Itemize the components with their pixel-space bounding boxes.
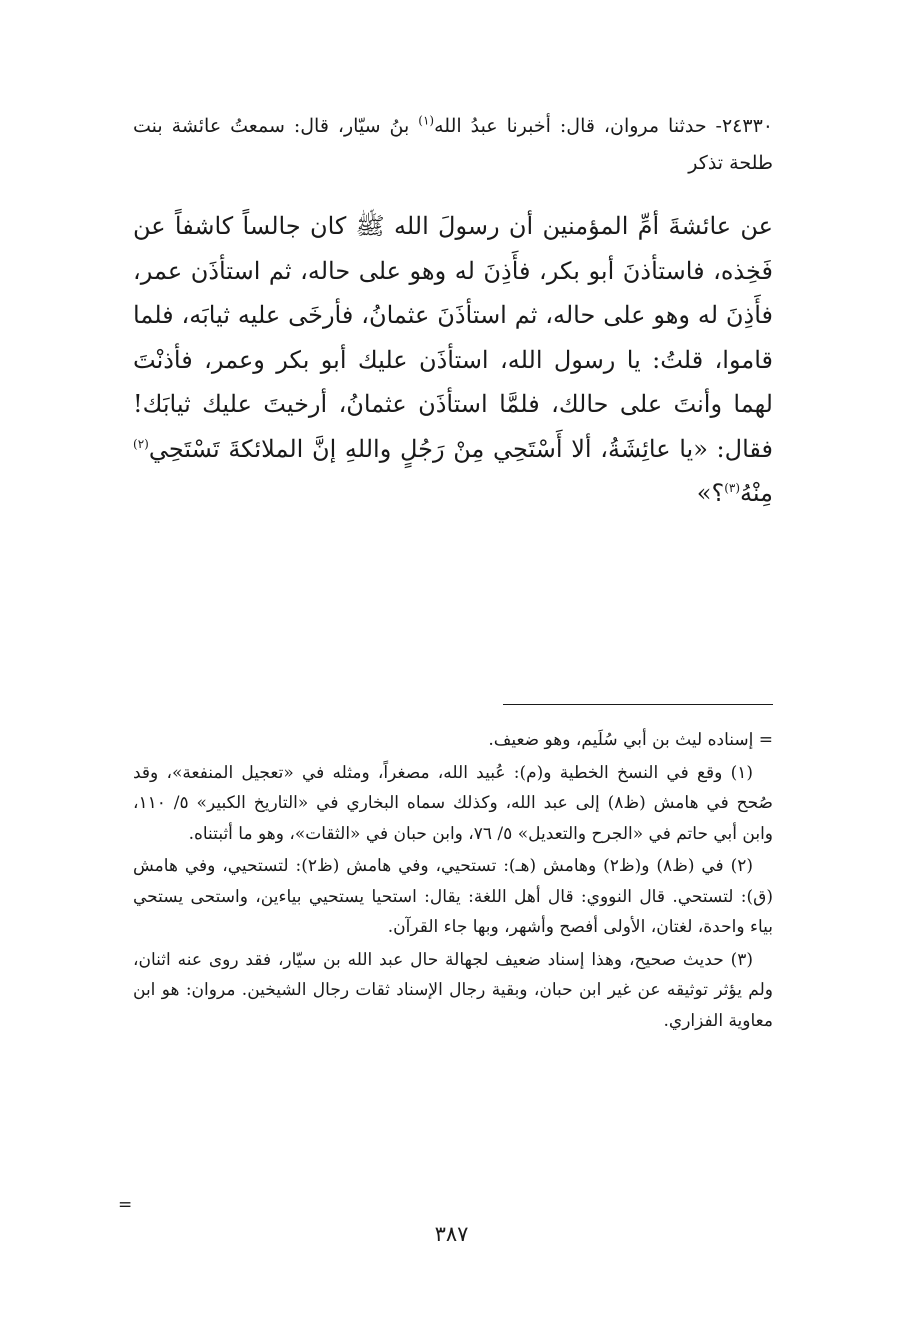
footnote-continuation: = إسناده ليث بن أبي سُلَيم، وهو ضعيف. [488, 730, 773, 750]
footnote-2: (٢) في (ظ٨) و(ظ٢) وهامش (هـ): تستحيي، وفي هامش (ظ٢): لتستحيي، وفي هامش (ق): لتستحي. قال النووي: قال أهل اللغة: يقال: استحيا يستحيي بياءين، واستحى يستحي بياء واحدة، لغتان، الأولى أفصح وأشهر، وبها جاء القرآن. [133, 856, 773, 937]
matn-text: عن عائشةَ أمِّ المؤمنين أن رسولَ الله ﷺ كان جالساً كاشفاً عن فَخِذه، فاستأذنَ أبو بكر، فأَذِنَ له وهو على حاله، ثم استأذَن عمر، فأَذِنَ له وهو على حاله، ثم استأذَنَ عثمانُ، فأرخَى عليه ثيابَه، فلما قاموا، قلتُ: يا رسول الله، استأذَن عليك أبو بكر وعمر، فأذنْتَ لهما وأنتَ على حالك، فلمَّا استأذَن عثمانُ، أرخيتَ عليك ثيابَك! فقال: «يا عائِشَةُ، ألا أَسْتَحِي مِنْ رَجُلٍ واللهِ إنَّ الملائكةَ تَسْتَحِي [133, 212, 773, 463]
isnad-text-start: - حدثنا مروان، قال: أخبرنا عبدُ الله [434, 115, 722, 137]
footnote-ref-3[interactable]: (٣) [724, 481, 741, 495]
footnote-1: (١) وقع في النسخ الخطية و(م): عُبيد الله، مصغراً، ومثله في «تعجيل المنفعة»، وقد صُحح في هامش (ظ٨) إلى عبد الله، وكذلك سماه البخاري في «التاريخ الكبير» ٥/ ١١٠، وابن أبي حاتم في «الجرح والتعديل» ٥/ ٧٦، وابن حبان في «الثقات»، وهو ما أثبتناه. [133, 762, 773, 844]
footnote-ref-2[interactable]: (٢) [133, 436, 149, 451]
hadith-number: ٢٤٣٣٠ [721, 115, 773, 137]
continues-mark: = [118, 1195, 133, 1215]
footnotes-section [133, 725, 773, 1038]
hadith-isnad [133, 108, 773, 182]
footnote-ref-1[interactable]: (١) [418, 113, 435, 128]
matn-text-minhu: مِنْهُ [740, 479, 773, 507]
isnad-text-end: بنُ سيّار، قال: سمعتُ عائشة بنت طلحة تذكر [133, 115, 773, 174]
footnote-3: (٣) حديث صحيح، وهذا إسناد ضعيف لجهالة حال عبد الله بن سيّار، فقد روى عنه اثنان، ولم يؤثر توثيقه عن غير ابن حبان، وبقية رجال الإسناد ثقات رجال الشيخين. مروان: هو ابن معاوية الفزاري. [133, 949, 773, 1031]
page-number: ٣٨٧ [434, 1222, 469, 1246]
footnote-separator [503, 704, 773, 705]
hadith-matn [133, 204, 773, 516]
matn-text-end: ؟» [696, 479, 725, 507]
